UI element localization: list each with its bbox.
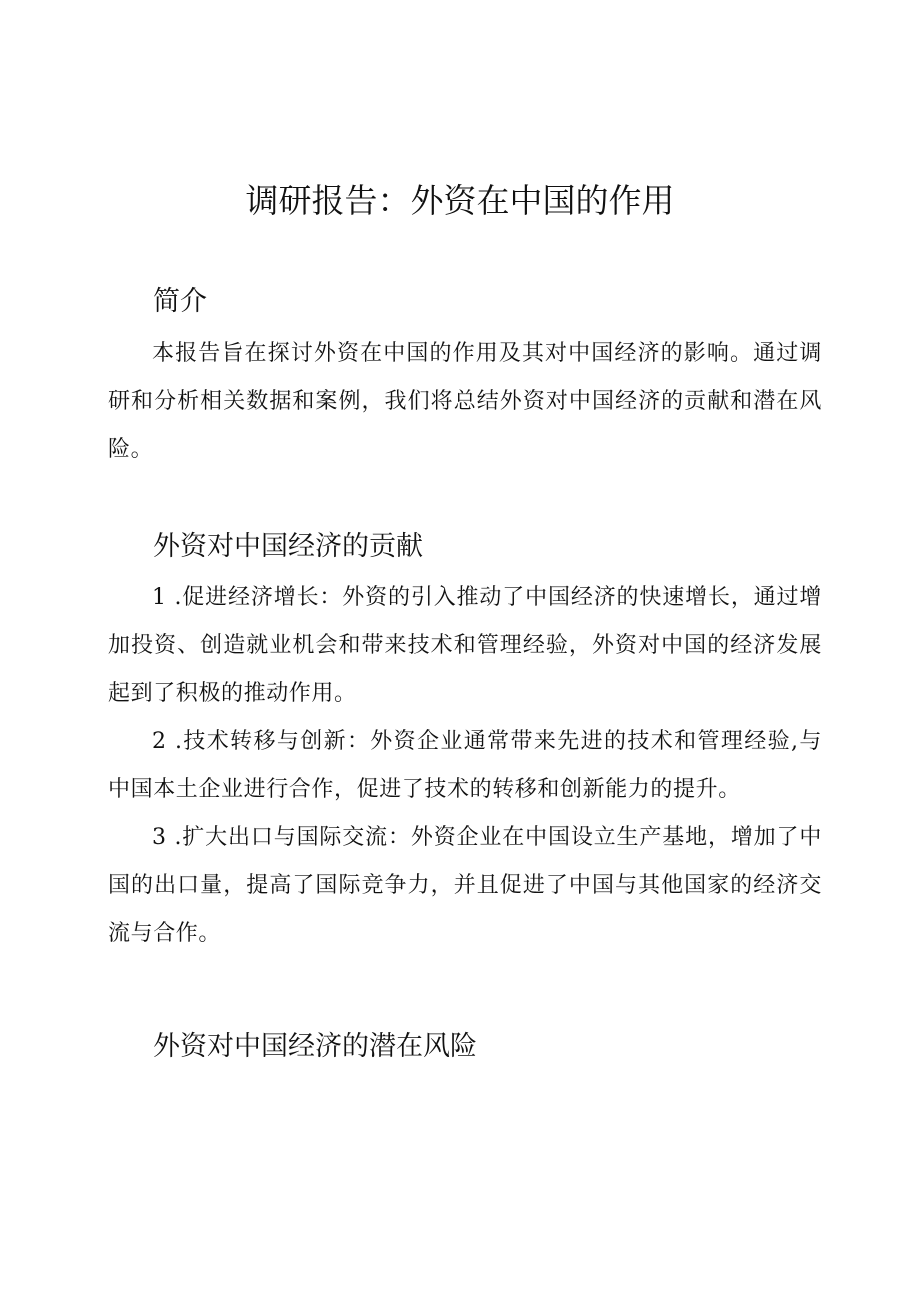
section-heading-risks: 外资对中国经济的潜在风险 [153,1031,477,1062]
contribution-item-2: 2 .技术转移与创新：外资企业通常带来先进的技术和管理经验,与中国本土企业进行合作，促进了技术的转移和创新能力的提升。 [108,729,822,802]
contribution-item-3: 3 .扩大出口与国际交流：外资企业在中国设立生产基地，增加了中国的出口量，提高了国际竞争力，并且促进了中国与其他国家的经济交流与合作。 [108,825,822,946]
document-title: 调研报告：外资在中国的作用 [245,181,675,220]
contribution-item-1: 1 .促进经济增长：外资的引入推动了中国经济的快速增长，通过增加投资、创造就业机会和带来技术和管理经验，外资对中国的经济发展起到了积极的推动作用。 [108,585,822,706]
section-heading-introduction: 简介 [153,286,207,317]
section-heading-contributions: 外资对中国经济的贡献 [153,531,423,562]
introduction-paragraph: 本报告旨在探讨外资在中国的作用及其对中国经济的影响。通过调研和分析相关数据和案例，我们将总结外资对中国经济的贡献和潜在风险。 [108,341,822,462]
